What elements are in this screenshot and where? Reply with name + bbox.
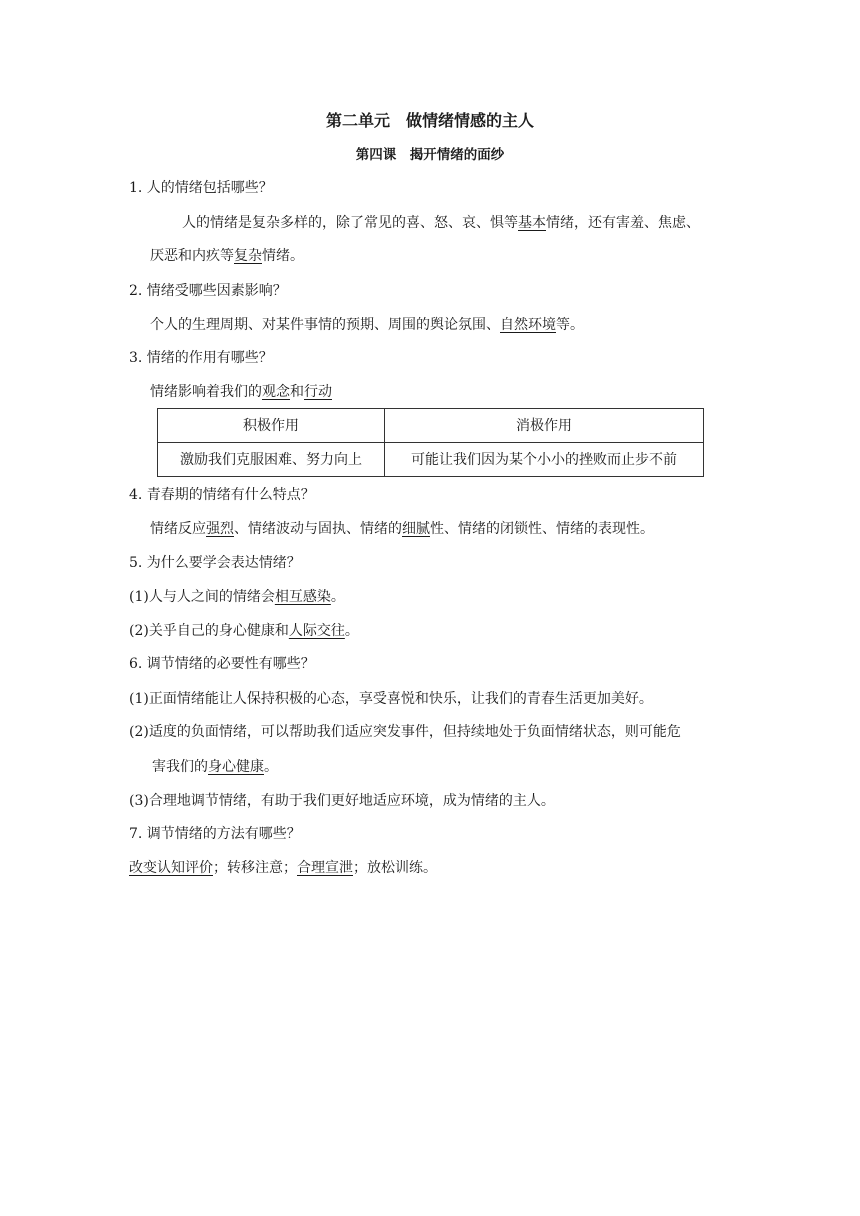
question-4: 4. 青春期的情绪有什么特点？ (129, 487, 315, 503)
question-1: 1. 人的情绪包括哪些？ (129, 180, 273, 196)
answer-4: 情绪反应强烈、情绪波动与固执、情绪的细腻性、情绪的闭锁性、情绪的表现性。 (150, 521, 654, 537)
table-header-row (158, 409, 704, 443)
question-7: 7. 调节情绪的方法有哪些？ (129, 826, 301, 842)
question-3: 3. 情绪的作用有哪些？ (129, 350, 273, 366)
answer-6-point-2-line-1: (2)适度的负面情绪，可以帮助我们适应突发事件，但持续地处于负面情绪状态，则可能危 (129, 724, 681, 740)
answer-6-point-1: (1)正面情绪能让人保持积极的心态，享受喜悦和快乐，让我们的青春生活更加美好。 (129, 691, 653, 707)
question-2: 2. 情绪受哪些因素影响？ (129, 283, 287, 299)
question-6: 6. 调节情绪的必要性有哪些？ (129, 656, 315, 672)
lesson-title: 第四课 揭开情绪的面纱 (355, 147, 505, 163)
table-cell: 可能让我们因为某个小小的挫败而止步不前 (385, 443, 704, 477)
answer-7: 改变认知评价；转移注意；合理宣泄；放松训练。 (129, 860, 437, 876)
table-cell: 激励我们克服困难、努力向上 (158, 443, 385, 477)
answer-5-point-1: (1)人与人之间的情绪会相互感染。 (129, 589, 345, 605)
answer-6-point-2-line-2: 害我们的身心健康。 (152, 759, 278, 775)
unit-title: 第二单元 做情绪情感的主人 (325, 111, 534, 130)
question-5: 5. 为什么要学会表达情绪？ (129, 555, 301, 571)
answer-1-line-2: 厌恶和内疚等复杂情绪。 (150, 248, 304, 264)
emotion-effects-table (157, 408, 704, 477)
table-header-cell: 消极作用 (385, 409, 704, 443)
table-header-cell: 积极作用 (158, 409, 385, 443)
answer-2: 个人的生理周期、对某件事情的预期、周围的舆论氛围、自然环境等。 (150, 317, 584, 333)
table-row (158, 443, 704, 477)
answer-3-intro: 情绪影响着我们的观念和行动 (150, 384, 332, 400)
answer-1-line-1: 人的情绪是复杂多样的，除了常见的喜、怒、哀、惧等基本情绪，还有害羞、焦虑、 (182, 215, 700, 231)
answer-6-point-3: (3)合理地调节情绪，有助于我们更好地适应环境，成为情绪的主人。 (129, 793, 555, 809)
answer-5-point-2: (2)关乎自己的身心健康和人际交往。 (129, 623, 359, 639)
